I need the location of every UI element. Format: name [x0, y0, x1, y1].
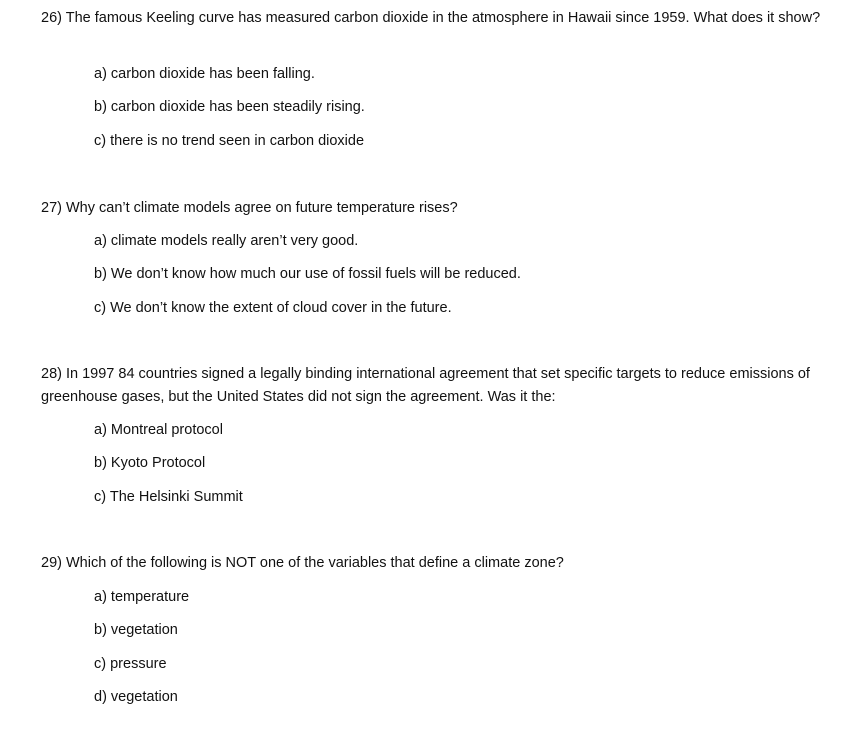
- option-29-a: a) temperature: [94, 589, 190, 605]
- option-26-b: b) carbon dioxide has been steadily rising.: [94, 99, 365, 115]
- option-26-a: a) carbon dioxide has been falling.: [94, 66, 315, 82]
- question-27: [41, 197, 846, 220]
- question-text: 28) In 1997 84 countries signed a legally binding international agreement that set specific targets to reduce emissions of greenhouse gases, but the United States did not sign the agreement. Was it the:: [41, 366, 810, 405]
- question-text: 26) The famous Keeling curve has measured carbon dioxide in the atmosphere in Hawaii since 1959. What does it show?: [41, 10, 821, 26]
- option-28-c: c) The Helsinki Summit: [94, 489, 243, 505]
- option-29-b: b) vegetation: [94, 622, 178, 638]
- option-28-a: a) Montreal protocol: [94, 422, 223, 438]
- question-text: 29) Which of the following is NOT one of the variables that define a climate zone?: [41, 555, 564, 571]
- question-29: [41, 552, 846, 575]
- option-29-c: c) pressure: [94, 656, 167, 672]
- option-29-d: d) vegetation: [94, 689, 178, 705]
- question-text: 27) Why can’t climate models agree on future temperature rises?: [41, 200, 458, 216]
- option-27-c: c) We don’t know the extent of cloud cover in the future.: [94, 300, 452, 316]
- question-26: [41, 7, 846, 30]
- option-26-c: c) there is no trend seen in carbon dioxide: [94, 133, 365, 149]
- option-27-a: a) climate models really aren’t very good.: [94, 233, 359, 249]
- option-27-b: b) We don’t know how much our use of fossil fuels will be reduced.: [94, 266, 521, 282]
- question-28: [41, 363, 846, 409]
- option-28-b: b) Kyoto Protocol: [94, 455, 206, 471]
